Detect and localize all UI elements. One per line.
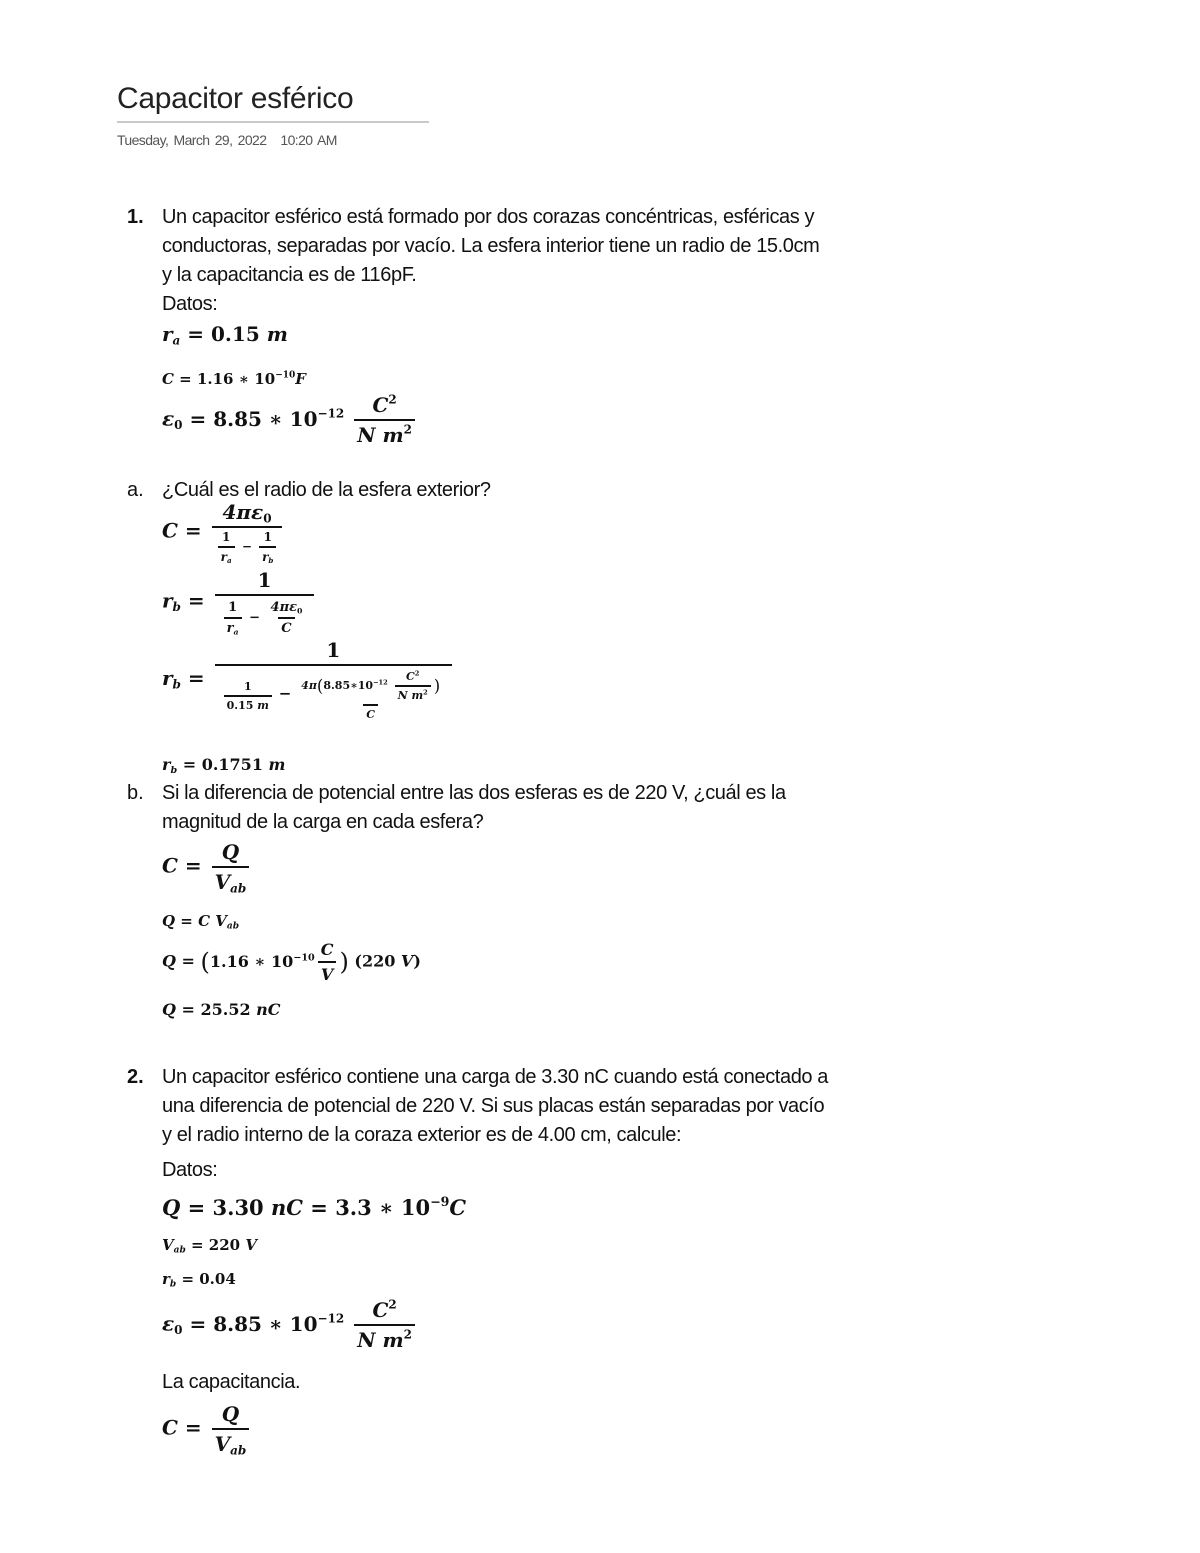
problem-2-line-3: y el radio interno de la coraza exterior es de 4.00 cm, calcule: [162, 1124, 682, 1146]
eq-epsilon-zero-1: $\varepsilon_0 = 8.85$ ∗ $10^{-12}$ $\frac{C^2}{N m^2}$ [162, 393, 418, 447]
part-a-question: ¿Cuál es el radio de la esfera exterior? [162, 479, 491, 501]
problem-2-line-1: Un capacitor esférico contiene una carga de 3.30 nC cuando está conectado a [162, 1066, 829, 1088]
eq-2-charge: Q = 3.30 nC = 3.3 ∗ $10^{-9}C$ [162, 1194, 467, 1220]
part-b-marker: b. [127, 782, 144, 804]
eq-a-result: $r_b = 0.1751$ m [162, 755, 286, 776]
eq-capacitance-given: C = 1.16 ∗ $10^{-10}F$ [162, 370, 306, 388]
eq-a-rb-formula: $r_b$ = 1 $\frac{1}{r_a}$ − $\frac{4\pi\varepsilon_0}{C}$ [162, 568, 317, 636]
problem-1-number: 1. [127, 206, 144, 228]
problem-2-capacitance-label: La capacitancia. [162, 1371, 301, 1393]
page-date: Tuesday, March 29, 2022 [117, 132, 267, 148]
eq-epsilon-zero-2: $\varepsilon_0 = 8.85$ ∗ $10^{-12}$ $\frac{C^2}{N m^2}$ [162, 1298, 418, 1352]
problem-1-line-1: Un capacitor esférico está formado por dos corazas concéntricas, esféricas y [162, 206, 815, 228]
page-time: 10:20 AM [280, 132, 337, 148]
page-title: Capacitor esférico [117, 82, 354, 115]
eq-a-capacitance-formula: C = $4\pi\varepsilon_0$ $\frac{1}{r_a}$ − $\frac{1}{r_b}$ [162, 500, 285, 564]
eq-b-charge-substituted: Q = (1.16 ∗ $10^{-10}$ $\frac{C}{V}$ ) (220 V) [162, 940, 421, 984]
eq-2-vab: $V_{ab} = 220$ V [162, 1236, 257, 1256]
eq-b-capacitance-formula: C = $\frac{Q}{V_{ab}}$ [162, 840, 252, 894]
eq-2-rb: $r_b = 0.04$ [162, 1270, 236, 1290]
eq-a-rb-substituted: $r_b$ = 1 $\frac{1}{0.15 m}$ − $4\pi(8.85∗10^{-12}$ $\frac{C^2}{N m^2}$ ) C [162, 638, 455, 721]
part-a-marker: a. [127, 479, 144, 501]
eq-b-charge-formula: Q = C $V_{ab}$ [162, 912, 240, 932]
part-b-line-1: Si la diferencia de potencial entre las dos esferas es de 220 V, ¿cuál es la [162, 782, 786, 804]
problem-2-number: 2. [127, 1066, 144, 1088]
date-line [117, 132, 337, 148]
eq-b-result: Q = 25.52 nC [162, 1000, 281, 1019]
eq-2-capacitance-formula: C = $\frac{Q}{V_{ab}}$ [162, 1402, 252, 1456]
title-divider [117, 121, 429, 123]
problem-2-line-2: una diferencia de potencial de 220 V. Si sus placas están separadas por vacío [162, 1095, 825, 1117]
problem-1-datos-label: Datos: [162, 293, 218, 315]
part-b-line-2: magnitud de la carga en cada esfera? [162, 811, 484, 833]
problem-2-datos-label: Datos: [162, 1159, 218, 1181]
problem-1-line-2: conductoras, separadas por vacío. La esfera interior tiene un radio de 15.0cm [162, 235, 820, 257]
eq-ra: $r_a = 0.15$ m [162, 322, 288, 348]
problem-1-line-3: y la capacitancia es de 116pF. [162, 264, 417, 286]
